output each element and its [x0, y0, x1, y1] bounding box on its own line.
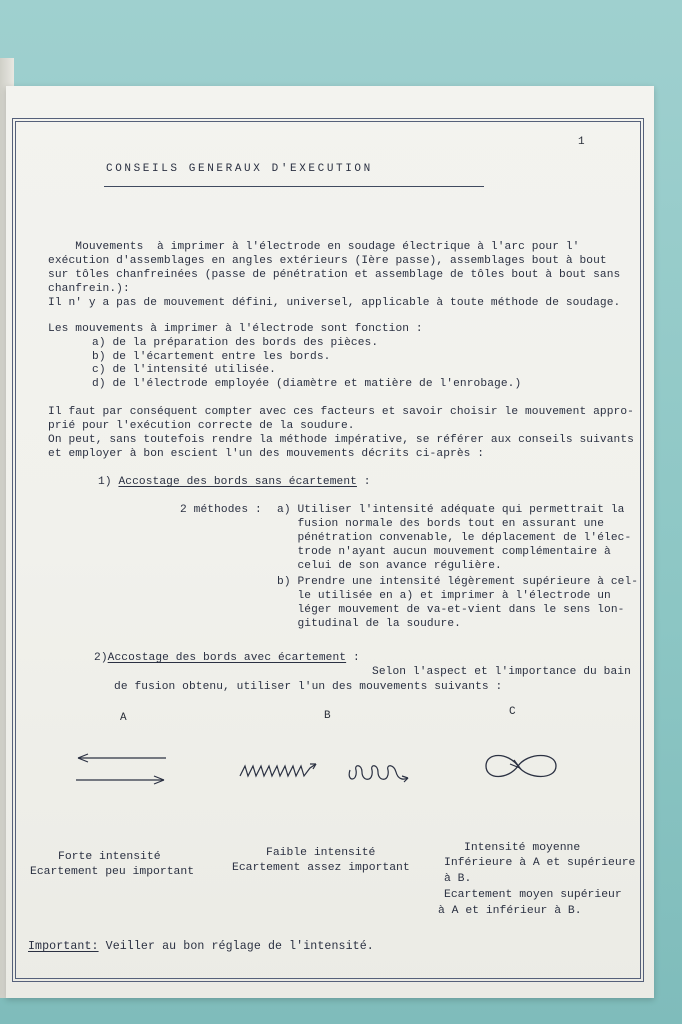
important-note [28, 940, 374, 955]
caption-c-line: Ecartement moyen supérieur [444, 889, 622, 901]
intro-line: Mouvements à imprimer à l'électrode en soudage électrique à l'arc pour l' [48, 241, 580, 253]
caption-c-line: Intensité moyenne [464, 842, 581, 854]
section2-line: de fusion obtenu, utiliser l'un des mouvements suivants : [114, 681, 503, 693]
section1-number: 1) [98, 476, 112, 488]
fonction-item: b) de l'écartement entre les bords. [92, 351, 331, 363]
section2-suffix: : [346, 652, 360, 664]
method-a-line: trode n'ayant aucun mouvement complémentaire à [277, 546, 611, 558]
method-b-line: gitudinal de la soudure. [277, 618, 461, 630]
method-a-line: fusion normale des bords tout en assurant une [277, 518, 605, 530]
section2-title: Accostage des bords avec écartement [107, 652, 347, 664]
intro-line: Il n' y a pas de mouvement défini, universel, applicable à toute méthode de soudage. [48, 297, 621, 309]
important-text: Veiller au bon réglage de l'intensité. [98, 940, 374, 953]
methods-label: 2 méthodes : [180, 504, 262, 516]
intro-line: sur tôles chanfreinées (passe de pénétration et assemblage de tôles bout à bout sans [48, 269, 621, 281]
conseils-line: prié pour l'exécution correcte de la soudure. [48, 420, 355, 432]
section2-line: Selon l'aspect et l'importance du bain [372, 666, 631, 678]
fonction-item: c) de l'intensité utilisée. [92, 364, 276, 376]
figure-c-label: C [509, 706, 516, 718]
fonction-item: d) de l'électrode employée (diamètre et matière de l'enrobage.) [92, 378, 522, 390]
page-title: CONSEILS GENERAUX D'EXECUTION [106, 163, 373, 175]
caption-a-line: Forte intensité [58, 851, 161, 863]
method-a-line: a) Utiliser l'intensité adéquate qui permettrait la [277, 504, 625, 516]
conseils-line: et employer à bon escient l'un des mouvements décrits ci-après : [48, 448, 485, 460]
figure-a-arrows-icon [70, 750, 174, 786]
fonction-heading: Les mouvements à imprimer à l'électrode sont fonction : [48, 323, 423, 335]
section2-heading [94, 651, 360, 666]
section1-suffix: : [356, 476, 371, 488]
figure-b-label: B [324, 710, 331, 722]
method-b-line: le utilisée en a) et imprimer à l'électrode un [277, 590, 611, 602]
page-number: 1 [578, 136, 585, 148]
caption-b-line: Faible intensité [266, 847, 376, 859]
fonction-item: a) de la préparation des bords des pièces. [92, 337, 379, 349]
caption-c-line: à A et inférieur à B. [438, 905, 582, 917]
section2-number: 2) [94, 652, 108, 664]
section1-title: Accostage des bords sans écartement [118, 476, 357, 488]
conseils-line: Il faut par conséquent compter avec ces facteurs et savoir choisir le mouvement appro- [48, 406, 634, 418]
method-a-line: celui de son avance régulière. [277, 560, 502, 572]
caption-c-line: à B. [444, 873, 472, 885]
figure-c-loop-icon [480, 746, 562, 786]
title-underline [104, 186, 484, 187]
section1-heading [98, 475, 371, 490]
method-b-line: b) Prendre une intensité légèrement supérieure à cel- [277, 576, 639, 588]
caption-a-line: Ecartement peu important [30, 866, 195, 878]
method-a-line: pénétration convenable, le déplacement de l'élec- [277, 532, 632, 544]
important-label: Important: [28, 940, 99, 953]
method-b-line: léger mouvement de va-et-vient dans le sens lon- [277, 604, 625, 616]
intro-line: exécution d'assemblages en angles extérieurs (Ière passe), assemblages bout à bout [48, 255, 607, 267]
figure-b-weave-icon [238, 756, 418, 788]
intro-line: chanfrein.): [48, 283, 130, 295]
caption-b-line: Ecartement assez important [232, 862, 410, 874]
conseils-line: On peut, sans toutefois rendre la méthode impérative, se référer aux conseils suivants [48, 434, 634, 446]
caption-c-line: Inférieure à A et supérieure [444, 857, 636, 869]
figure-a-label: A [120, 712, 127, 724]
